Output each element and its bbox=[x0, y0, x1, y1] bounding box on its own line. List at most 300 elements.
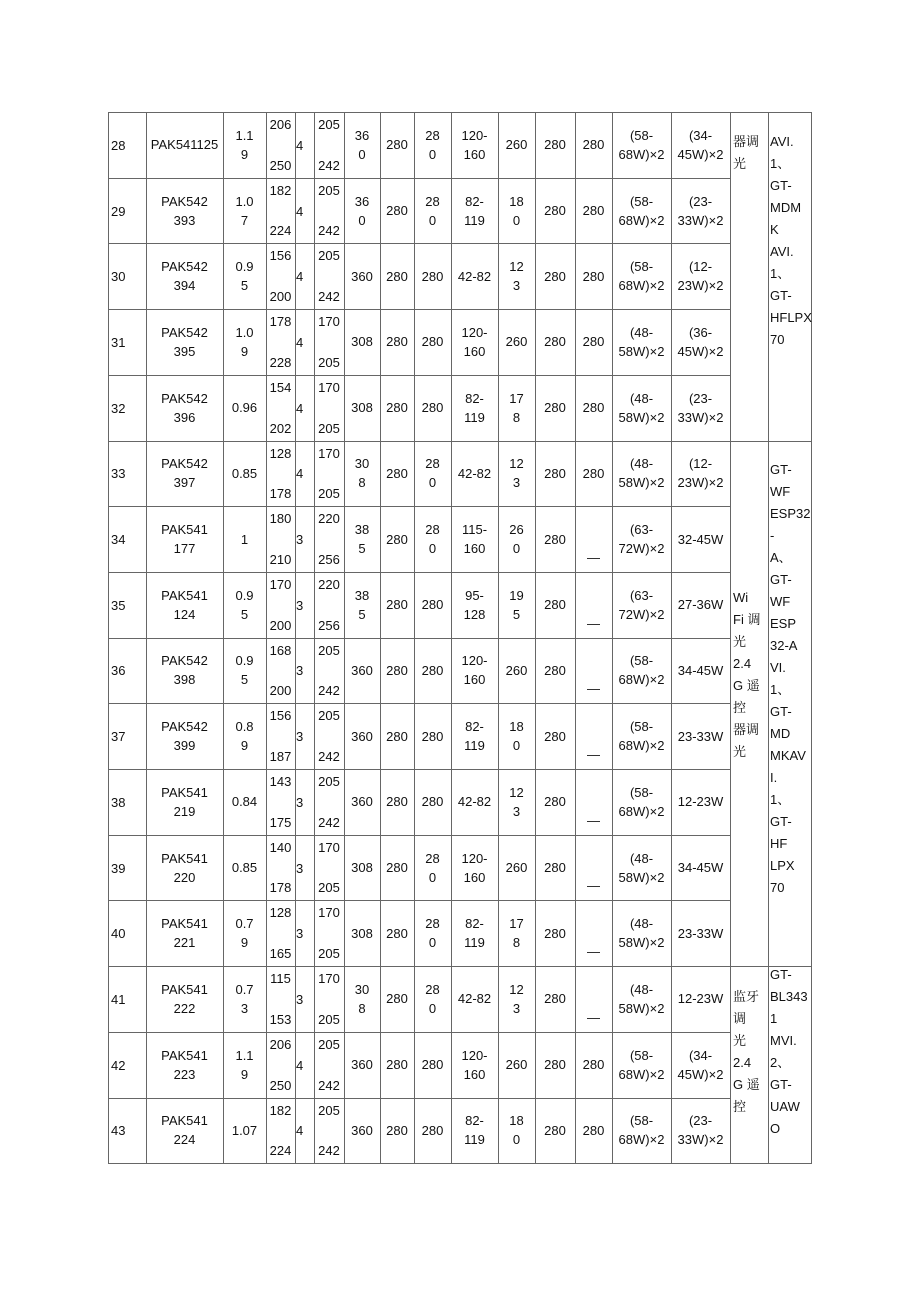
control-text: G 遥 bbox=[733, 1077, 760, 1092]
cell-value: 72W)×2 bbox=[618, 541, 665, 557]
model-code: PAK541 bbox=[161, 981, 208, 997]
cell-value: 119 bbox=[464, 409, 485, 425]
cell-value: 120- bbox=[461, 1047, 488, 1063]
cell-value: 23W)×2 bbox=[677, 475, 724, 491]
cell-value: (58- bbox=[629, 653, 654, 669]
row-border bbox=[108, 178, 731, 179]
cell-value: 280 bbox=[582, 465, 605, 481]
cell-value: 17 bbox=[509, 390, 524, 406]
control-text: 器调 bbox=[733, 722, 760, 737]
cell-value: (58- bbox=[629, 127, 654, 143]
cell-value: 170 bbox=[318, 971, 340, 987]
cell-value: 0.85 bbox=[231, 465, 258, 481]
cell-value: 23W)×2 bbox=[677, 278, 724, 294]
cell-value: 200 bbox=[269, 683, 292, 699]
cell-value: 0.7 bbox=[235, 981, 254, 997]
row-border bbox=[108, 769, 731, 770]
driver-text: AVI. bbox=[770, 134, 794, 149]
cell-value: 280 bbox=[421, 1122, 444, 1138]
cell-value: 250 bbox=[269, 157, 292, 173]
cell-value: 18 bbox=[509, 1113, 524, 1129]
cell-value: 45W)×2 bbox=[677, 1066, 724, 1082]
cell-value: 260 bbox=[505, 662, 528, 678]
cell-value: 280 bbox=[582, 1057, 605, 1073]
driver-text: AVI. bbox=[770, 244, 794, 259]
model-code: PAK541 bbox=[161, 587, 208, 603]
cell-value: 82- bbox=[465, 916, 484, 932]
control-text: G 遥 bbox=[733, 678, 760, 693]
cell-value: 12-23W bbox=[677, 991, 724, 1007]
model-code: 396 bbox=[173, 409, 196, 425]
cell-value: 308 bbox=[351, 860, 373, 876]
cell-value: 178 bbox=[269, 314, 292, 330]
cell-value: 280 bbox=[386, 991, 408, 1007]
driver-text: ESP bbox=[770, 616, 797, 631]
cell-value: 242 bbox=[318, 223, 340, 239]
cell-value: 200 bbox=[269, 617, 292, 633]
model-code: 124 bbox=[173, 606, 196, 622]
row-number: 35 bbox=[111, 597, 126, 613]
driver-text: 1、 bbox=[770, 682, 791, 697]
cell-value: 33W)×2 bbox=[677, 212, 724, 228]
cell-value: 5 bbox=[240, 278, 249, 294]
column-border bbox=[768, 112, 769, 1163]
control-text: Wi bbox=[733, 590, 749, 605]
cell-value: 4 bbox=[296, 269, 304, 285]
cell-value: 23-33W bbox=[677, 925, 724, 941]
cell-value: 27-36W bbox=[677, 597, 724, 613]
driver-text: 1 bbox=[770, 1011, 778, 1026]
model-code: PAK542 bbox=[161, 259, 208, 275]
cell-value: 280 bbox=[421, 794, 444, 810]
model-code: 219 bbox=[173, 803, 196, 819]
model-code: PAK542 bbox=[161, 456, 208, 472]
cell-value: 115- bbox=[461, 522, 488, 538]
cell-value: 280 bbox=[544, 597, 566, 613]
cell-value: 280 bbox=[386, 860, 408, 876]
cell-value: 205 bbox=[318, 1011, 340, 1027]
model-code: 221 bbox=[173, 935, 196, 951]
cell-value: 0.85 bbox=[231, 860, 258, 876]
cell-value: (12- bbox=[688, 456, 713, 472]
cell-dash: — bbox=[587, 944, 600, 960]
cell-value: 0.9 bbox=[235, 587, 254, 603]
cell-value: 3 bbox=[296, 926, 304, 942]
cell-value: 280 bbox=[421, 1057, 444, 1073]
row-border bbox=[108, 375, 731, 376]
cell-value: 280 bbox=[544, 400, 566, 416]
cell-value: 4 bbox=[296, 137, 304, 153]
model-code: PAK541 bbox=[161, 1113, 208, 1129]
cell-value: 280 bbox=[582, 268, 605, 284]
cell-value: 19 bbox=[509, 587, 524, 603]
driver-text: LPX bbox=[770, 858, 795, 873]
cell-value: 5 bbox=[240, 606, 249, 622]
cell-value: 115 bbox=[270, 971, 291, 987]
cell-value: 205 bbox=[318, 117, 340, 132]
driver-text: I. bbox=[770, 770, 778, 785]
cell-value: 8 bbox=[512, 409, 521, 425]
row-number: 39 bbox=[111, 860, 126, 876]
cell-value: 160 bbox=[463, 541, 486, 557]
cell-value: 205 bbox=[318, 642, 340, 658]
row-border bbox=[108, 1032, 731, 1033]
cell-value: 280 bbox=[386, 465, 408, 481]
cell-value: 28 bbox=[425, 981, 440, 997]
cell-value: 68W)×2 bbox=[618, 278, 665, 294]
cell-value: 58W)×2 bbox=[618, 935, 665, 951]
driver-text: WF bbox=[770, 594, 791, 609]
cell-value: 170 bbox=[318, 839, 340, 855]
control-text: 光 bbox=[733, 634, 747, 649]
cell-value: 205 bbox=[318, 420, 340, 436]
driver-text: MD bbox=[770, 726, 791, 741]
cell-value: 156 bbox=[269, 708, 292, 724]
cell-value: 280 bbox=[421, 597, 444, 613]
cell-value: 280 bbox=[421, 268, 444, 284]
cell-value: 280 bbox=[386, 1122, 408, 1138]
cell-value: 3 bbox=[296, 794, 304, 810]
model-code: 393 bbox=[173, 212, 196, 228]
driver-text: GT- bbox=[770, 967, 792, 982]
cell-value: 3 bbox=[512, 1000, 521, 1016]
row-border bbox=[108, 900, 731, 901]
cell-value: 120- bbox=[461, 324, 488, 340]
cell-value: 34-45W bbox=[677, 662, 724, 678]
cell-value: 68W)×2 bbox=[618, 146, 665, 162]
cell-value: 28 bbox=[425, 127, 440, 143]
model-code: PAK542 bbox=[161, 390, 208, 406]
cell-value: 12 bbox=[509, 259, 524, 275]
cell-value: 170 bbox=[318, 445, 340, 461]
cell-value: 68W)×2 bbox=[618, 1066, 665, 1082]
model-code: 222 bbox=[173, 1000, 196, 1016]
row-border bbox=[108, 1098, 731, 1099]
row-number: 38 bbox=[111, 794, 126, 810]
cell-value: 280 bbox=[544, 925, 566, 941]
cell-value: 38 bbox=[354, 522, 370, 538]
cell-value: 280 bbox=[386, 1057, 408, 1073]
driver-text: 1、 bbox=[770, 266, 791, 281]
cell-value: 28 bbox=[425, 456, 440, 472]
cell-value: 9 bbox=[240, 738, 249, 754]
cell-value: 160 bbox=[463, 672, 486, 688]
cell-value: 210 bbox=[269, 551, 292, 567]
cell-value: 3 bbox=[296, 860, 304, 876]
driver-text: 32-A bbox=[770, 638, 798, 653]
cell-value: 3 bbox=[296, 729, 304, 745]
cell-value: 128 bbox=[463, 606, 486, 622]
row-number: 42 bbox=[111, 1057, 126, 1073]
cell-value: 1.0 bbox=[235, 193, 254, 209]
cell-value: 178 bbox=[269, 880, 292, 896]
cell-value: 256 bbox=[318, 551, 340, 567]
cell-value: 128 bbox=[269, 445, 292, 461]
row-border bbox=[108, 1163, 812, 1164]
driver-text: A、 bbox=[770, 550, 792, 565]
cell-value: (34- bbox=[688, 127, 713, 143]
cell-value: 224 bbox=[269, 1143, 292, 1159]
driver-text: HF bbox=[770, 836, 788, 851]
cell-value: 68W)×2 bbox=[618, 803, 665, 819]
cell-value: 280 bbox=[386, 597, 408, 613]
driver-text: MDM bbox=[770, 200, 802, 215]
cell-value: 170 bbox=[269, 576, 292, 592]
cell-value: 26 bbox=[509, 522, 524, 538]
cell-value: 0 bbox=[428, 212, 437, 228]
cell-value: (48- bbox=[629, 324, 654, 340]
cell-value: (63- bbox=[629, 587, 654, 603]
cell-value: 34-45W bbox=[677, 860, 724, 876]
row-number: 43 bbox=[111, 1123, 126, 1139]
cell-value: 175 bbox=[269, 814, 292, 830]
driver-text: 1、 bbox=[770, 792, 791, 807]
cell-value: 242 bbox=[318, 683, 340, 699]
cell-value: 58W)×2 bbox=[618, 343, 665, 359]
cell-value: 0.84 bbox=[231, 794, 258, 810]
cell-value: 58W)×2 bbox=[618, 409, 665, 425]
cell-value: 58W)×2 bbox=[618, 869, 665, 885]
control-text: 控 bbox=[733, 1099, 747, 1114]
cell-value: 12 bbox=[509, 784, 524, 800]
cell-value: 0.7 bbox=[235, 916, 254, 932]
cell-value: 220 bbox=[318, 511, 340, 527]
cell-value: 5 bbox=[240, 672, 249, 688]
cell-dash: — bbox=[587, 812, 600, 828]
driver-text: WF bbox=[770, 484, 791, 499]
cell-dash: — bbox=[587, 549, 600, 565]
model-code: PAK541 bbox=[161, 916, 208, 932]
cell-value: (48- bbox=[629, 916, 654, 932]
cell-value: (63- bbox=[629, 522, 654, 538]
row-border bbox=[108, 506, 731, 507]
cell-value: 3 bbox=[240, 1000, 249, 1016]
driver-text: 1、 bbox=[770, 156, 791, 171]
cell-value: 12 bbox=[509, 456, 524, 472]
cell-value: 165 bbox=[269, 946, 292, 962]
cell-value: 154 bbox=[269, 379, 292, 395]
cell-value: 308 bbox=[351, 334, 373, 350]
cell-value: 228 bbox=[269, 354, 292, 370]
cell-value: 12 bbox=[509, 981, 524, 997]
cell-value: 280 bbox=[544, 794, 566, 810]
cell-value: 280 bbox=[582, 1122, 605, 1138]
cell-value: 187 bbox=[269, 749, 292, 764]
cell-value: 220 bbox=[318, 576, 340, 592]
cell-value: 4 bbox=[296, 1123, 304, 1139]
cell-value: 3 bbox=[512, 803, 521, 819]
cell-value: 206 bbox=[269, 117, 292, 132]
driver-text: GT- bbox=[770, 704, 792, 719]
cell-value: 0.9 bbox=[235, 259, 254, 275]
row-border bbox=[108, 572, 731, 573]
cell-value: 242 bbox=[318, 157, 340, 173]
model-code: 224 bbox=[173, 1132, 196, 1148]
model-code: 398 bbox=[173, 672, 196, 688]
cell-value: 140 bbox=[269, 839, 292, 855]
cell-value: 153 bbox=[269, 1011, 292, 1027]
cell-value: 280 bbox=[582, 334, 605, 350]
driver-text: MKAV bbox=[770, 748, 806, 763]
cell-value: 280 bbox=[544, 268, 566, 284]
cell-value: 119 bbox=[464, 935, 485, 951]
driver-text: GT- bbox=[770, 462, 792, 477]
cell-dash: — bbox=[587, 615, 600, 631]
cell-value: 0 bbox=[358, 146, 366, 162]
cell-value: 3 bbox=[296, 663, 304, 679]
cell-value: 280 bbox=[386, 334, 408, 350]
cell-value: 205 bbox=[318, 1102, 340, 1118]
cell-value: 1 bbox=[240, 531, 249, 547]
cell-value: 260 bbox=[505, 860, 528, 876]
cell-value: 242 bbox=[318, 1143, 340, 1159]
cell-value: 242 bbox=[318, 289, 340, 305]
model-code: 220 bbox=[173, 869, 196, 885]
row-number: 40 bbox=[111, 926, 126, 942]
cell-value: (48- bbox=[629, 850, 654, 866]
cell-value: 23-33W bbox=[677, 728, 724, 744]
cell-value: (48- bbox=[629, 981, 654, 997]
cell-value: 224 bbox=[269, 223, 292, 239]
model-code: 177 bbox=[173, 541, 196, 557]
cell-value: 30 bbox=[354, 981, 370, 997]
cell-value: 28 bbox=[425, 850, 440, 866]
cell-value: 280 bbox=[582, 400, 605, 416]
cell-value: 202 bbox=[269, 420, 292, 436]
cell-value: 28 bbox=[425, 916, 440, 932]
row-number: 31 bbox=[111, 334, 126, 350]
cell-value: 206 bbox=[269, 1036, 292, 1052]
cell-value: 42-82 bbox=[457, 794, 492, 810]
cell-value: 0 bbox=[358, 212, 366, 228]
cell-value: 360 bbox=[351, 1122, 373, 1138]
cell-value: 280 bbox=[544, 1122, 566, 1138]
cell-value: 360 bbox=[351, 728, 373, 744]
cell-value: (58- bbox=[629, 259, 654, 275]
cell-value: 360 bbox=[351, 662, 373, 678]
cell-value: 280 bbox=[386, 400, 408, 416]
cell-value: 58W)×2 bbox=[618, 475, 665, 491]
row-number: 34 bbox=[111, 532, 126, 548]
cell-value: 280 bbox=[386, 925, 408, 941]
cell-value: 0.96 bbox=[231, 400, 258, 416]
model-code: PAK541 bbox=[161, 522, 208, 538]
row-border bbox=[108, 835, 731, 836]
cell-value: 32-45W bbox=[677, 531, 724, 547]
cell-value: 120- bbox=[461, 127, 488, 143]
control-text: 调 bbox=[733, 1011, 747, 1026]
model-code: 395 bbox=[173, 343, 196, 359]
cell-value: 280 bbox=[544, 728, 566, 744]
cell-value: 128 bbox=[269, 905, 292, 921]
cell-value: 242 bbox=[318, 749, 340, 764]
row-number: 30 bbox=[111, 269, 126, 285]
cell-value: 119 bbox=[464, 738, 485, 754]
cell-value: 8 bbox=[358, 475, 366, 491]
cell-value: 170 bbox=[318, 905, 340, 921]
cell-value: 280 bbox=[386, 728, 408, 744]
cell-value: 82- bbox=[465, 719, 484, 735]
cell-value: 82- bbox=[465, 1113, 484, 1129]
cell-value: 9 bbox=[240, 343, 249, 359]
cell-value: 7 bbox=[240, 212, 249, 228]
cell-value: 280 bbox=[544, 662, 566, 678]
row-number: 32 bbox=[111, 400, 126, 416]
driver-text: K bbox=[770, 222, 779, 237]
control-text: 2.4 bbox=[733, 1055, 752, 1070]
cell-value: 68W)×2 bbox=[618, 738, 665, 754]
cell-value: 1.0 bbox=[235, 324, 254, 340]
cell-value: 280 bbox=[544, 860, 566, 876]
cell-value: 205 bbox=[318, 354, 340, 370]
control-text: 光 bbox=[733, 156, 747, 171]
row-number: 37 bbox=[111, 729, 126, 745]
model-code: 397 bbox=[173, 475, 196, 491]
cell-value: 4 bbox=[296, 1057, 304, 1073]
row-border bbox=[108, 243, 731, 244]
cell-value: 5 bbox=[358, 606, 366, 622]
cell-value: 280 bbox=[386, 203, 408, 219]
cell-value: 68W)×2 bbox=[618, 672, 665, 688]
row-border bbox=[108, 638, 731, 639]
driver-text: O bbox=[770, 1121, 781, 1136]
cell-value: 28 bbox=[425, 522, 440, 538]
control-text: 2.4 bbox=[733, 656, 752, 671]
driver-text: BL343 bbox=[770, 989, 808, 1004]
cell-value: 280 bbox=[544, 465, 566, 481]
cell-value: 0 bbox=[428, 146, 437, 162]
cell-value: 33W)×2 bbox=[677, 409, 724, 425]
cell-value: 0 bbox=[512, 541, 521, 557]
cell-value: 0 bbox=[512, 212, 521, 228]
cell-value: 205 bbox=[318, 774, 340, 789]
driver-text: GT- bbox=[770, 288, 792, 303]
row-number: 28 bbox=[111, 137, 126, 153]
cell-value: 260 bbox=[505, 1057, 528, 1073]
cell-value: 0 bbox=[428, 869, 437, 885]
cell-value: 160 bbox=[463, 343, 486, 359]
cell-value: 178 bbox=[269, 486, 292, 502]
cell-value: 1.1 bbox=[235, 127, 254, 143]
model-code: PAK542 bbox=[161, 193, 208, 209]
row-border bbox=[108, 309, 731, 310]
cell-value: 18 bbox=[509, 719, 524, 735]
cell-value: 8 bbox=[358, 1000, 366, 1016]
row-border bbox=[108, 441, 812, 442]
cell-value: (36- bbox=[688, 324, 713, 340]
row-number: 41 bbox=[111, 991, 126, 1007]
row-border bbox=[108, 703, 731, 704]
model-code: 394 bbox=[173, 278, 196, 294]
cell-value: 9 bbox=[240, 1066, 249, 1082]
cell-value: 280 bbox=[544, 1057, 566, 1073]
cell-value: 280 bbox=[544, 531, 566, 547]
cell-value: 205 bbox=[318, 486, 340, 502]
cell-value: 308 bbox=[351, 925, 373, 941]
cell-value: 205 bbox=[318, 708, 340, 724]
control-text: 光 bbox=[733, 1033, 747, 1048]
cell-value: 180 bbox=[269, 511, 292, 527]
cell-value: 205 bbox=[318, 182, 340, 198]
cell-value: (34- bbox=[688, 1047, 713, 1063]
cell-value: 1.1 bbox=[235, 1047, 254, 1063]
cell-value: 205 bbox=[318, 880, 340, 896]
row-number: 36 bbox=[111, 663, 126, 679]
cell-value: 280 bbox=[421, 662, 444, 678]
cell-value: 205 bbox=[318, 946, 340, 962]
cell-value: 242 bbox=[318, 1077, 340, 1093]
driver-text: 70 bbox=[770, 880, 785, 895]
